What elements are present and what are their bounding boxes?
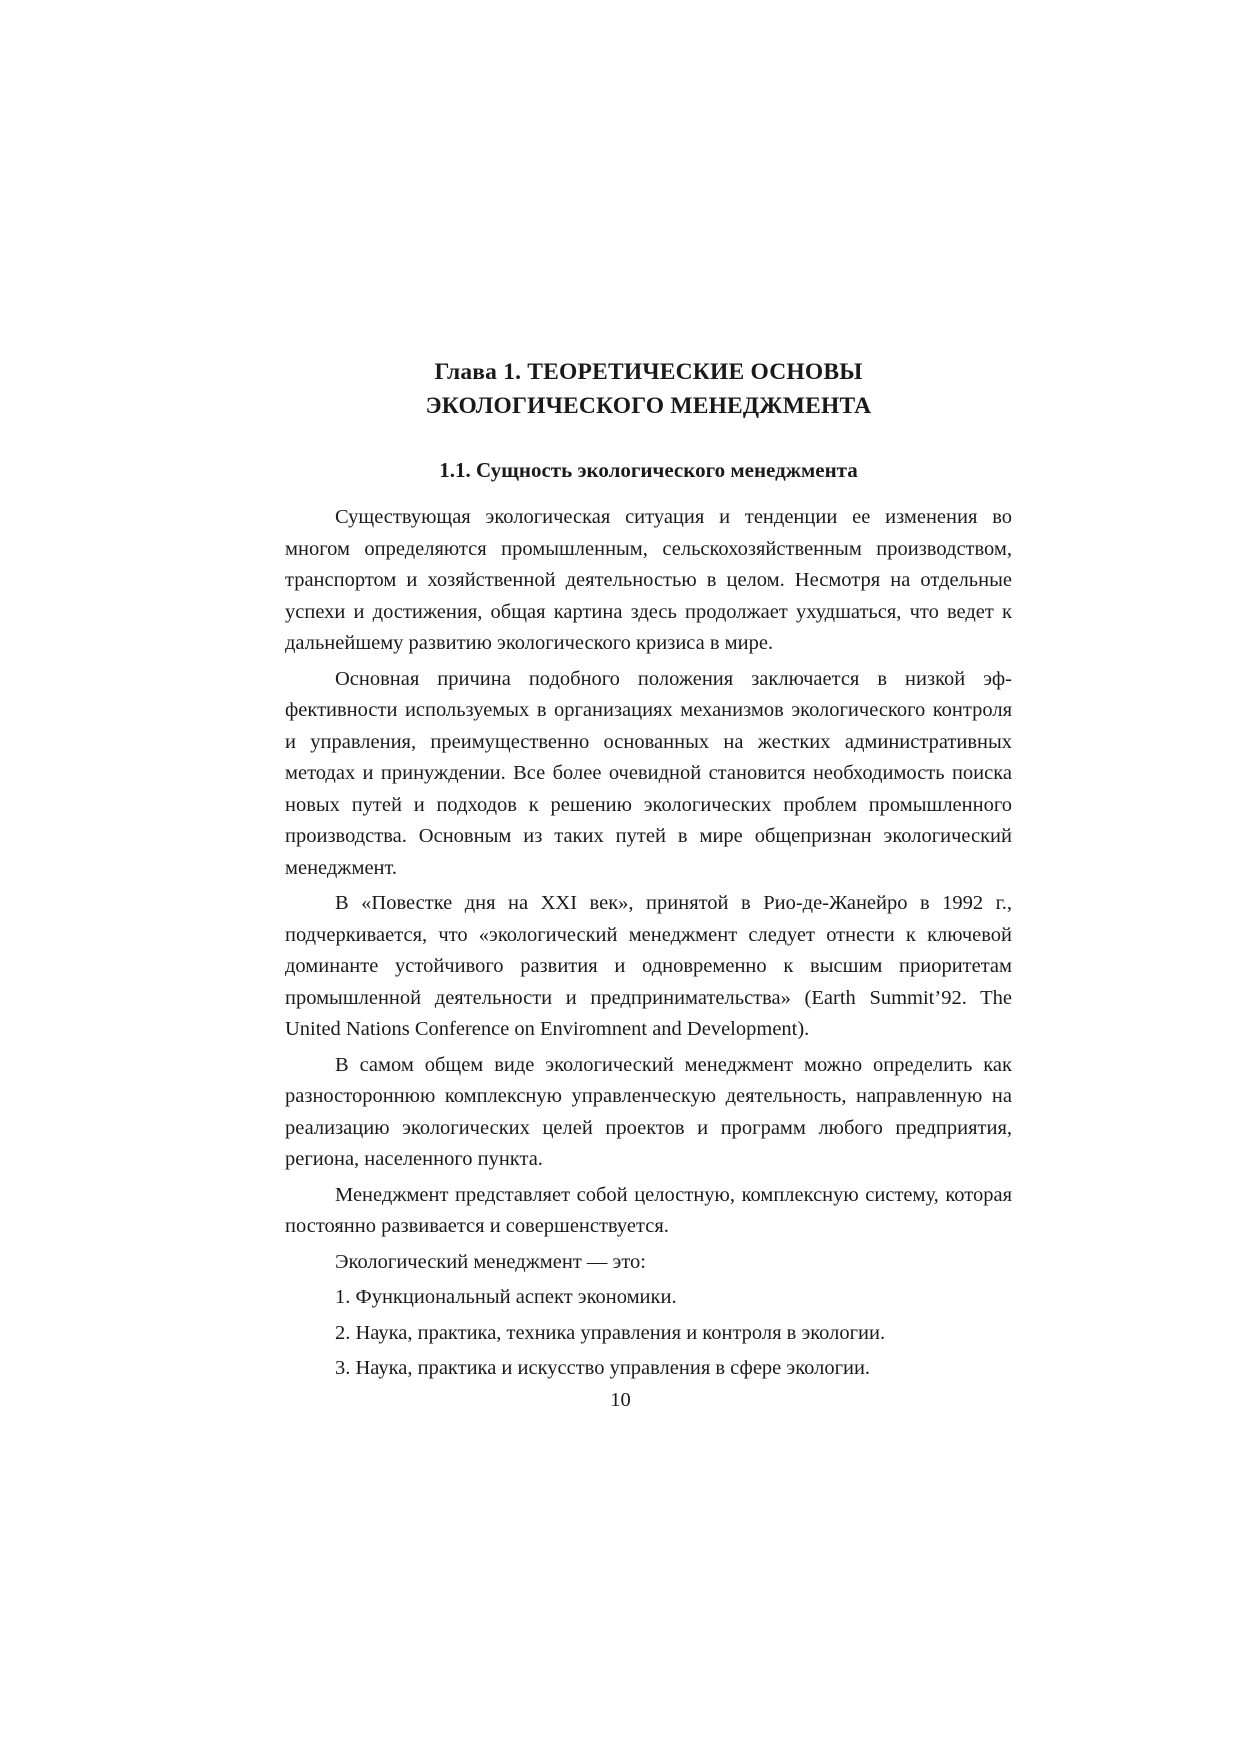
paragraph-2: Основная причина подобного положения заключается в низкой эффективности используемых в организациях механизмов экологического контроля и управления, преимущественно основанных на жестких административных методах и принуждении. Все более очевидной становится необходимость поиска новых путей и подходов к решению экологических проблем промышленного производства. Основным из таких путей в мире общепризнан экологический менеджмент. — [285, 667, 1012, 879]
chapter-title — [285, 355, 1012, 423]
chapter-title-line-2: ЭКОЛОГИЧЕСКОГО МЕНЕДЖМЕНТА — [425, 393, 872, 419]
paragraph-5: Менеджмент представляет собой целостную, комплексную систему, которая постоянно развивается и совершенствуется. — [285, 1183, 1012, 1237]
paragraph-3: В «Повестке дня на XXI век», принятой в Рио-де-Жанейро в 1992 г., подчеркивается, что «экологический менеджмент следует отнести к ключевой доминанте устойчивого развития и одновременно к высшим приоритетам промышленной деятельности и предпринимательства» (Earth Summit’92. The United Nations Conference on Enviromnent and Development). — [285, 892, 1012, 1040]
list-item-3: 3. Наука, практика и искусство управления в сфере экологии. — [335, 1357, 871, 1379]
page-number: 10 — [610, 1389, 631, 1411]
chapter-title-line-1: Глава 1. ТЕОРЕТИЧЕСКИЕ ОСНОВЫ — [434, 359, 863, 385]
paragraph-6: Экологический менеджмент — это: — [335, 1250, 646, 1273]
section-title: 1.1. Сущность экологического менеджмента — [439, 458, 858, 482]
paragraph-4: В самом общем виде экологический менеджмент можно определить как разностороннюю комплексную управленческую деятельность, направленную на реализацию экологических целей проектов и программ любого предприятия, региона, населенного пункта. — [285, 1053, 1012, 1170]
paragraph-1: Существующая экологическая ситуация и тенденции ее изменения во многом определяются промышленным, сельскохозяйственным производством, транспортом и хозяйственной деятельностью в целом. Несмотря на отдельные успехи и достижения, общая картина здесь продолжает ухудшаться, что ведет к дальнейшему развитию экологического кризиса в мире. — [285, 506, 1012, 654]
list-item-1: 1. Функциональный аспект экономики. — [335, 1286, 677, 1308]
page-content — [285, 355, 1012, 1385]
list-item-2: 2. Наука, практика, техника управления и контроля в экологии. — [335, 1321, 886, 1344]
